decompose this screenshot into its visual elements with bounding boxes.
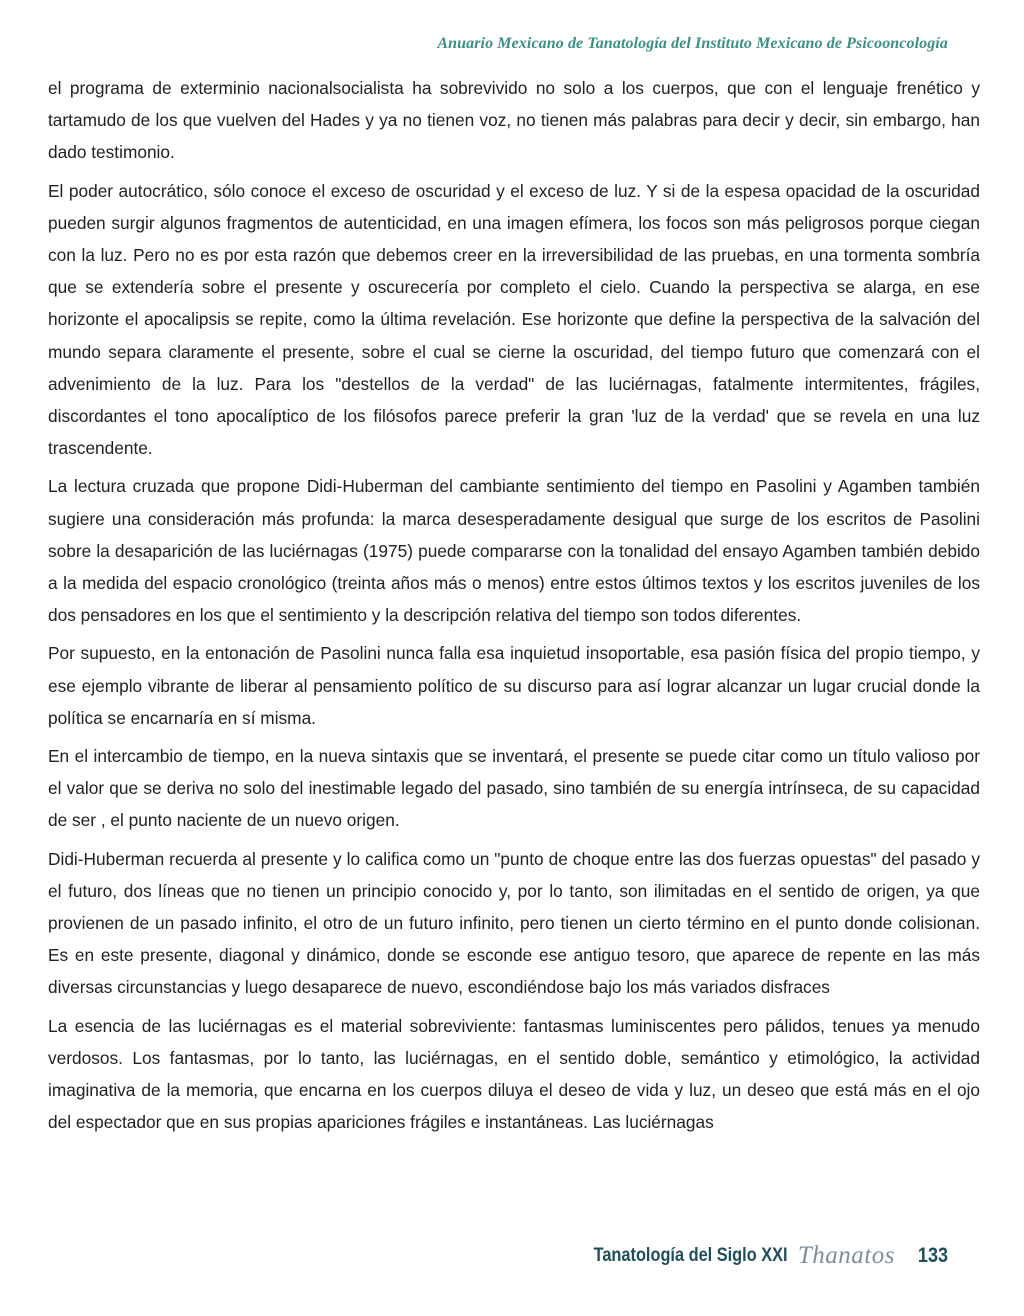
paragraph: Por supuesto, en la entonación de Pasolini nunca falla esa inquietud insoportable, esa pasión física del propio tiempo, y ese ejemplo vibrante de liberar al pensamiento político de su discurso para así lograr alcanzar un lugar crucial donde la política se encarnaría en sí misma. (48, 643, 980, 728)
page-footer (562, 1236, 948, 1276)
paragraph: La lectura cruzada que propone Didi-Huberman del cambiante sentimiento del tiempo en Pasolini y Agamben también sugiere una consideración más profunda: la marca desesperadamente desigual que surge de los escritos de Pasolini sobre la desaparición de las luciérnagas (1975) puede compararse con la tonalidad del ensayo Agamben también debido a la medida del espacio cronológico (treinta años más o menos) entre estos últimos textos y los escritos juveniles de los dos pensadores en los que el sentimiento y la descripción relativa del tiempo son todos diferentes. (48, 476, 980, 626)
paragraph: el programa de exterminio nacionalsocialista ha sobrevivido no solo a los cuerpos, que con el lenguaje frenético y tartamudo de los que vuelven del Hades y ya no tienen voz, no tienen más palabras para decir y decir, sin embargo, han dado testimonio. (48, 78, 980, 163)
paragraph: Didi-Huberman recuerda al presente y lo califica como un "punto de choque entre las dos fuerzas opuestas" del pasado y el futuro, dos líneas que no tienen un principio conocido y, por lo tanto, son ilimitadas en el sentido de origen, ya que provienen de un pasado infinito, el otro de un futuro infinito, pero tienen un cierto término en el punto donde colisionan. Es en este presente, diagonal y dinámico, donde se esconde ese antiguo tesoro, que aparece de repente en las más diversas circunstancias y luego desaparece de nuevo, escondiéndose bajo los más variados disfraces (48, 848, 980, 998)
paragraph: En el intercambio de tiempo, en la nueva sintaxis que se inventará, el presente se puede citar como un título valioso por el valor que se deriva no solo del inestimable legado del pasado, sino también de su energía intrínseca, de su capacidad de ser , el punto naciente de un nuevo origen. (48, 746, 980, 831)
page-number: 133 (917, 1244, 948, 1267)
running-header: Anuario Mexicano de Tanatología del Instituto Mexicano de Psicooncología (437, 35, 948, 52)
paragraph: El poder autocrático, sólo conoce el exceso de oscuridad y el exceso de luz. Y si de la espesa opacidad de la oscuridad pueden surgir algunos fragmentos de autenticidad, en una imagen efímera, los focos son más peligrosos porque ciegan con la luz. Pero no es por esta razón que debemos creer en la irreversibilidad de las pruebas, en una tormenta sombría que se extendería sobre el presente y oscurecería por completo el cielo. Cuando la perspectiva se alarga, en ese horizonte el apocalipsis se repite, como la última revelación. Ese horizonte que define la perspectiva de la salvación del mundo separa claramente el presente, sobre el cual se cierne la oscuridad, del tiempo futuro que comenzará con el advenimiento de la luz. Para los "destellos de la verdad" de las luciérnagas, fatalmente intermitentes, frágiles, discordantes el tono apocalíptico de los filósofos parece preferir la gran 'luz de la verdad' que se revela en una luz trascendente. (48, 180, 980, 459)
thanatos-logo: Thanatos (797, 1242, 895, 1269)
paragraph: La esencia de las luciérnagas es el material sobreviviente: fantasmas luminiscentes pero pálidos, tenues ya menudo verdosos. Los fantasmas, por lo tanto, las luciérnagas, en el sentido doble, semántico y etimológico, la actividad imaginativa de la memoria, que encarna en los cuerpos diluya el deseo de vida y luz, un deseo que está más en el ojo del espectador que en sus propias apariciones frágiles e instantáneas. Las luciérnagas (48, 1015, 980, 1133)
article-body (48, 72, 980, 1145)
footer-journal-name: Tanatología del Siglo XXI (593, 1245, 788, 1266)
